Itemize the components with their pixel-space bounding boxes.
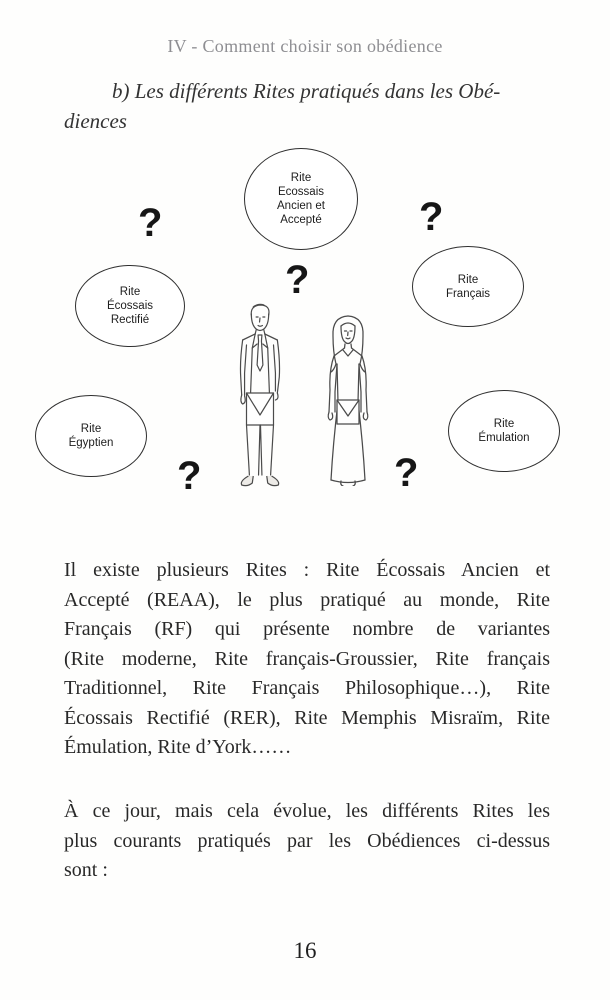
paragraph-line: sont : (64, 859, 108, 881)
bubble-rite-ecossais-ancien-accepte (244, 148, 358, 250)
bubble-label-line: Égyptien (68, 437, 114, 449)
bubble-label-line: Rite (80, 423, 102, 435)
page-number: 16 (293, 938, 317, 963)
bubble-label-line: Français (445, 287, 491, 300)
bubble-label-line: Rectifié (110, 314, 150, 326)
bubble-label-line: Ecossais (277, 186, 325, 198)
man-figure-illustration (233, 303, 287, 489)
question-mark-icon: ? (177, 454, 202, 498)
paragraph-line: Accepté (REAA), le plus pratiqué au monde, Rite (64, 588, 550, 611)
paragraph-line: Émulation, Rite d’York…… (64, 736, 292, 758)
paragraph-line: Traditionnel, Rite Français Philosophique…), Rite (64, 677, 550, 699)
paragraph-line: plus courants pratiqués par les Obédiences ci-dessus (64, 829, 550, 852)
question-mark-icon: ? (419, 195, 444, 239)
body-paragraph-1 (64, 556, 550, 763)
subtitle-line-1: b) Les différents Rites pratiqués dans les Obé- (112, 79, 501, 103)
bubble-label-line: Émulation (478, 432, 530, 444)
question-mark-icon: ? (285, 258, 310, 302)
body-paragraph-2 (64, 797, 550, 886)
paragraph-line: (Rite moderne, Rite français-Groussier, Rite français (64, 647, 550, 670)
bubble-label-line: Rite (290, 172, 312, 184)
bubble-rite-ecossais-rectifie (75, 265, 185, 347)
bubble-label-line: Écossais (106, 300, 154, 312)
section-subtitle (64, 76, 550, 136)
bubble-rite-emulation (448, 390, 560, 472)
bubble-label-line: Accepté (280, 214, 322, 226)
bubble-label-line: Rite (493, 418, 515, 430)
woman-figure-illustration (317, 314, 379, 486)
bubble-label-line: Rite (457, 273, 479, 286)
paragraph-line: Français (RF) qui présente nombre de variantes (64, 618, 550, 640)
bubble-label-line: Ancien et (277, 200, 325, 212)
paragraph-line: Écossais Rectifié (RER), Rite Memphis Misraïm, Rite (64, 706, 550, 729)
paragraph-line: À ce jour, mais cela évolue, les différents Rites les (64, 800, 550, 822)
bubble-rite-francais (412, 246, 524, 327)
chapter-header: IV - Comment choisir son obédience (167, 36, 443, 56)
bubble-label-line: Rite (119, 286, 141, 298)
question-mark-icon: ? (138, 201, 163, 245)
subtitle-line-2: diences (64, 109, 127, 133)
bubble-rite-egyptien (35, 395, 147, 477)
question-mark-icon: ? (394, 451, 419, 495)
paragraph-line: Il existe plusieurs Rites : Rite Écossais Ancien et (64, 559, 550, 581)
